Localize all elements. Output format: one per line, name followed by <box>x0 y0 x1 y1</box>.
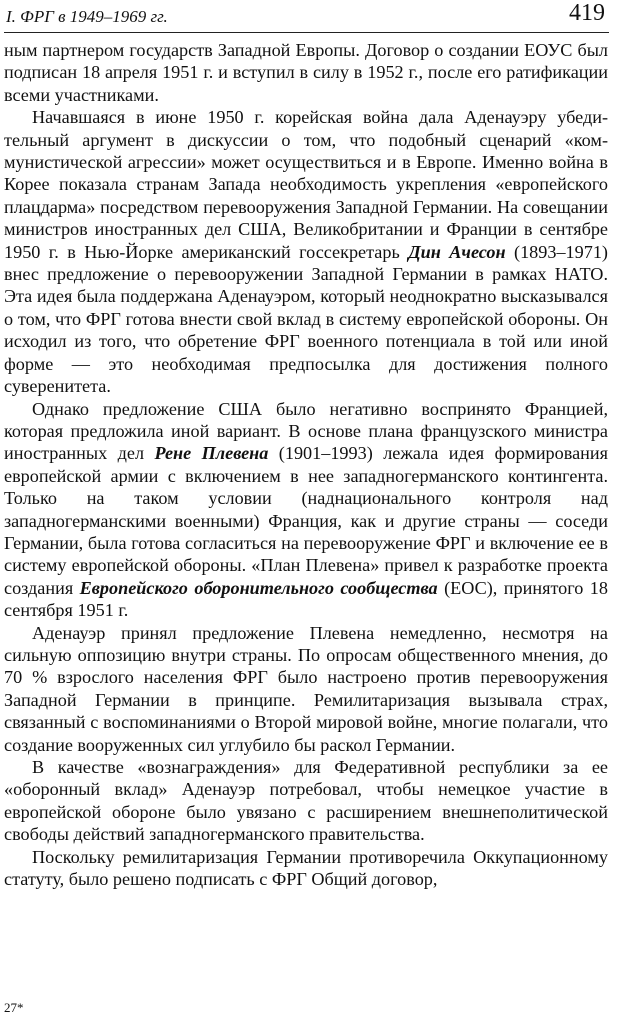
signature-mark: 27* <box>4 1000 24 1015</box>
paragraph-3 <box>4 398 608 622</box>
paragraph-text: (1901–1993) лежала идея формирования европейской армии с включением в нее западногерманского контингента. Только на таком условии (наднационального контроля над западногерманскими военными) Франция, как и другие страны — соседи Германии, была готова согласиться на перевооружение ФРГ и включение ее в систему европейской обороны. «План Плевена» привел к разработке проекта создания <box>4 443 608 598</box>
page-header <box>4 0 609 33</box>
paragraph-5 <box>4 756 608 846</box>
body-text <box>4 39 608 890</box>
paragraph-text: ным партнером государств Западной Европы. Договор о создании ЕОУС был подписан 18 апреля 1951 г. и вступил в силу в 1952 г., после его ратификации всеми участниками. <box>4 40 608 105</box>
paragraph-text: (1893–1971) внес предложение о перевооружении Западной Германии в рамках НАТО. Эта идея была поддержана Аденауэром, который неоднократно высказывался о том, что ФРГ готова внести свой вклад в систему европейской обороны. Он исходил из того, что обретение ФРГ военного потенциала в той или иной форме — это необходимая предпосылка для достижения полного суверенитета. <box>4 241 608 397</box>
paragraph-text: (ЕОС), принятого 18 сентября 1951 г. <box>4 577 608 621</box>
running-title: I. ФРГ в 1949–1969 гг. <box>6 7 168 26</box>
paragraph-text: Аденауэр принял предложение Плевена немедленно, несмотря на сильную оппозицию внутри страны. По опросам общественного мнения, до 70 % взрослого населения ФРГ было настроено против перевооружения Западной Германии в принципе. Ремилитаризация вызывала страх, связанный с воспоминаниями о Второй мировой войне, многие полагали, что создание вооруженных сил углубило бы раскол Германии. <box>4 622 608 755</box>
term-edc: Европейского оборонительного сообщества <box>79 577 438 598</box>
paragraph-4 <box>4 622 608 756</box>
page-number: 419 <box>569 0 605 26</box>
paragraph-text: Однако предложение США было негативно воспринято Францией, которая предложила иной вариант. В основе плана французского министра иностранных дел <box>4 398 608 464</box>
paragraph-1 <box>4 39 608 106</box>
person-name-pleven: Рене Плевена <box>154 443 269 464</box>
person-name-acheson: Дин Ачесон <box>408 241 506 262</box>
paragraph-text: Поскольку ремилитаризация Германии противоречила Оккупационному статуту, было решено подписать с ФРГ Общий договор, <box>4 846 608 890</box>
paragraph-text: Начавшаяся в июне 1950 г. корейская война дала Аденауэру убедительный аргумент в дискуссии о том, что подобный сценарий «коммунистической агрессии» может осуществиться и в Европе. Именно война в Корее показала странам Запада необходимость укрепления «европейского плацдарма» посредством перевооружения Западной Германии. На совещании министров иностранных дел США, Великобритании и Франции в сентябре 1950 г. в Нью-Йорке американский госсекретарь <box>4 107 608 262</box>
paragraph-2 <box>4 106 608 397</box>
paragraph-text: В качестве «вознаграждения» для Федеративной республики за ее «оборонный вклад» Аденауэр потребовал, чтобы немецкое участие в европейской обороне было увязано с расширением внешнеполитической свободы действий западногерманского правительства. <box>4 757 608 845</box>
paragraph-6 <box>4 846 608 891</box>
